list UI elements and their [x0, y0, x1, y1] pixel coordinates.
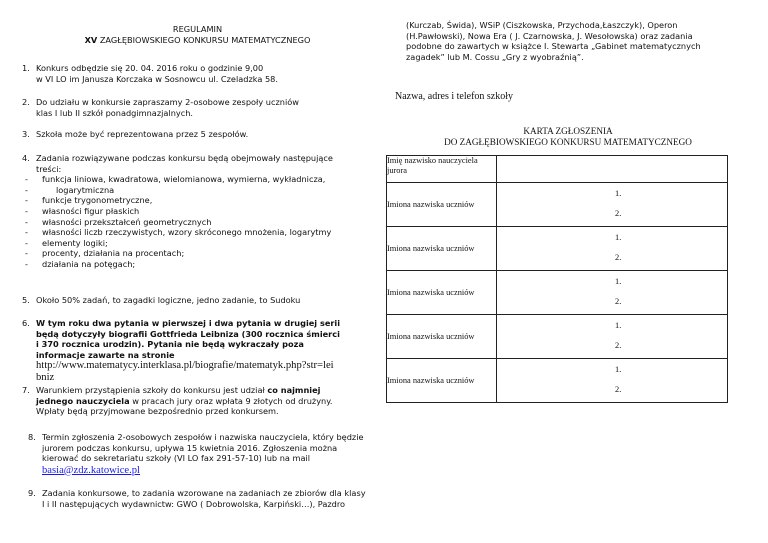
topic: - funkcja liniowa, kwadratowa, wielomianowa, wymierna, wykładnicza,	[22, 174, 376, 185]
item-text: klas I lub II szkół ponadgimnazjalnych.	[36, 107, 194, 118]
item-text: i 370 rocznica urodzin). Pytania nie będą wykraczały poza	[36, 339, 304, 350]
team-4-field[interactable]	[497, 315, 728, 359]
leibniz-url[interactable]: http://www.matematycy.interklasa.pl/biografie/matematyk.php?str=lei bniz	[36, 360, 334, 384]
item-text: Szkoła może być reprezentowana przez 5 zespołów.	[36, 129, 249, 139]
item-text: W tym roku dwa pytania w pierwszej i dwa pytania w drugiej serii	[36, 318, 341, 328]
item-number: 1.	[22, 63, 30, 73]
topic: - działania na potęgach;	[22, 259, 376, 270]
item-text: kierować do sekretariatu szkoły (VI LO fax 291-57-10) lub na mail	[42, 453, 311, 464]
student-1-number: 1.	[615, 365, 622, 374]
team-2-label: Imiona nazwiska uczniów	[387, 227, 497, 271]
title-line-1: REGULAMIN	[172, 24, 223, 34]
item-7	[22, 385, 376, 417]
karta-title: KARTA ZGŁOSZENIA	[523, 126, 613, 136]
email-link[interactable]: basia@zdz.katowice.pl	[42, 464, 140, 476]
item-number: 2.	[22, 97, 30, 107]
item-number: 3.	[22, 129, 30, 139]
item-text: będą dotyczyły biografii Gottfrieda Leibniza (300 rocznica śmierci	[36, 328, 340, 339]
team-3-field[interactable]	[497, 271, 728, 315]
topic: - elementy logiki;	[22, 238, 376, 249]
student-2-number: 2.	[615, 297, 622, 306]
topic: - logarytmiczna	[22, 185, 376, 196]
item-text: Około 50% zadań, to zagadki logiczne, jedno zadanie, to Sudoku	[36, 295, 301, 305]
item-text: Zadania rozwiązywane podczas konkursu będą obejmowały następujące	[36, 153, 333, 163]
team-2-field[interactable]	[497, 227, 728, 271]
item-text: Warunkiem przystąpienia szkoły do konkursu jest udział co najmniej	[36, 385, 321, 395]
student-1-number: 1.	[615, 189, 622, 198]
item-text: informacje zawarte na stronie	[36, 349, 175, 360]
teacher-field[interactable]	[497, 156, 728, 183]
cont-line: podobne do zawartych w książce I. Stewarta „Gabinet matematycznych	[406, 41, 701, 52]
item-8	[28, 432, 382, 477]
item-number: 9.	[28, 488, 36, 498]
team-4-label: Imiona nazwiska uczniów	[387, 315, 497, 359]
item-number: 6.	[22, 318, 30, 328]
item-1	[22, 63, 366, 84]
school-address-label: Nazwa, adres i telefon szkoły	[395, 91, 514, 102]
teacher-label: Imię nazwisko nauczyciela jurora	[387, 156, 497, 183]
item-text: jednego nauczyciela w pracach jury oraz wpłata 9 złotych od drużyny.	[36, 395, 333, 406]
title-bold: XV	[84, 34, 98, 45]
team-1-label: Imiona nazwiska uczniów	[387, 183, 497, 227]
cont-line: zagadek” lub M. Cossu „Gry z wyobraźnią”.	[406, 51, 584, 62]
continuation-text	[406, 20, 746, 62]
topics-list	[22, 174, 376, 269]
cont-line: (H.Pawłowski), Nowa Era ( J. Czarnowska, J. Wesołowska) oraz zadania	[406, 30, 693, 41]
item-text: Termin zgłoszenia 2-osobowych zespołów i nazwiska nauczyciela, który będzie	[42, 432, 364, 442]
item-text: Zadania konkursowe, to zadania wzorowane na zadaniach ze zbiorów dla klasy	[42, 488, 366, 498]
cont-line: (Kurczab, Świda), WSiP (Ciszkowska, Przychoda,Łaszczyk), Operon	[406, 20, 678, 30]
student-2-number: 2.	[615, 385, 622, 394]
title-rest: ZAGŁĘBIOWSKIEGO KONKURSU MATEMATYCZNEGO	[97, 34, 311, 45]
item-3	[22, 129, 366, 140]
item-text: I i II następujących wydawnictw: GWO ( Dobrowolska, Karpiński…), Pazdro	[42, 498, 346, 509]
team-1-field[interactable]	[497, 183, 728, 227]
topic: - procenty, działania na procentach;	[22, 248, 376, 259]
item-number: 7.	[22, 385, 30, 395]
title-line-2	[20, 35, 375, 46]
karta-subtitle: DO ZAGŁĘBIOWSKIEGO KONKURSU MATEMATYCZNEGO	[444, 137, 692, 147]
student-2-number: 2.	[615, 253, 622, 262]
student-2-number: 2.	[615, 209, 622, 218]
item-5	[22, 295, 366, 306]
item-number: 5.	[22, 295, 30, 305]
item-text: jurorem podczas konkursu, upływa 15 kwietnia 2016. Zgłoszenia można	[42, 442, 338, 453]
item-text: Wpłaty będą przyjmowane bezpośrednio przed konkursem.	[36, 406, 279, 417]
topic: - własności liczb rzeczywistych, wzory skróconego mnożenia, logarytmy	[22, 227, 376, 238]
topic: - własności przekształceń geometrycznych	[22, 217, 376, 228]
team-5-field[interactable]	[497, 359, 728, 403]
topic: - własności figur płaskich	[22, 206, 376, 217]
item-text: treści:	[36, 163, 62, 174]
item-number: 8.	[28, 432, 36, 442]
student-1-number: 1.	[615, 233, 622, 242]
regulamin-title	[20, 24, 375, 45]
item-6	[22, 318, 366, 384]
item-4	[22, 153, 376, 270]
team-5-label: Imiona nazwiska uczniów	[387, 359, 497, 403]
topic: - funkcje trygonometryczne,	[22, 195, 376, 206]
item-9	[28, 488, 382, 509]
item-text: Do udziału w konkursie zapraszamy 2-osobowe zespoły uczniów	[36, 97, 299, 107]
student-1-number: 1.	[615, 321, 622, 330]
item-2	[22, 97, 366, 118]
team-3-label: Imiona nazwiska uczniów	[387, 271, 497, 315]
student-2-number: 2.	[615, 341, 622, 350]
item-number: 4.	[22, 153, 30, 163]
karta-title-block	[430, 126, 706, 148]
registration-form	[386, 155, 728, 403]
student-1-number: 1.	[615, 277, 622, 286]
item-text: w VI LO im Janusza Korczaka w Sosnowcu ul. Czeladzka 58.	[36, 73, 278, 84]
item-text: Konkurs odbędzie się 20. 04. 2016 roku o godzinie 9,00	[36, 63, 264, 73]
